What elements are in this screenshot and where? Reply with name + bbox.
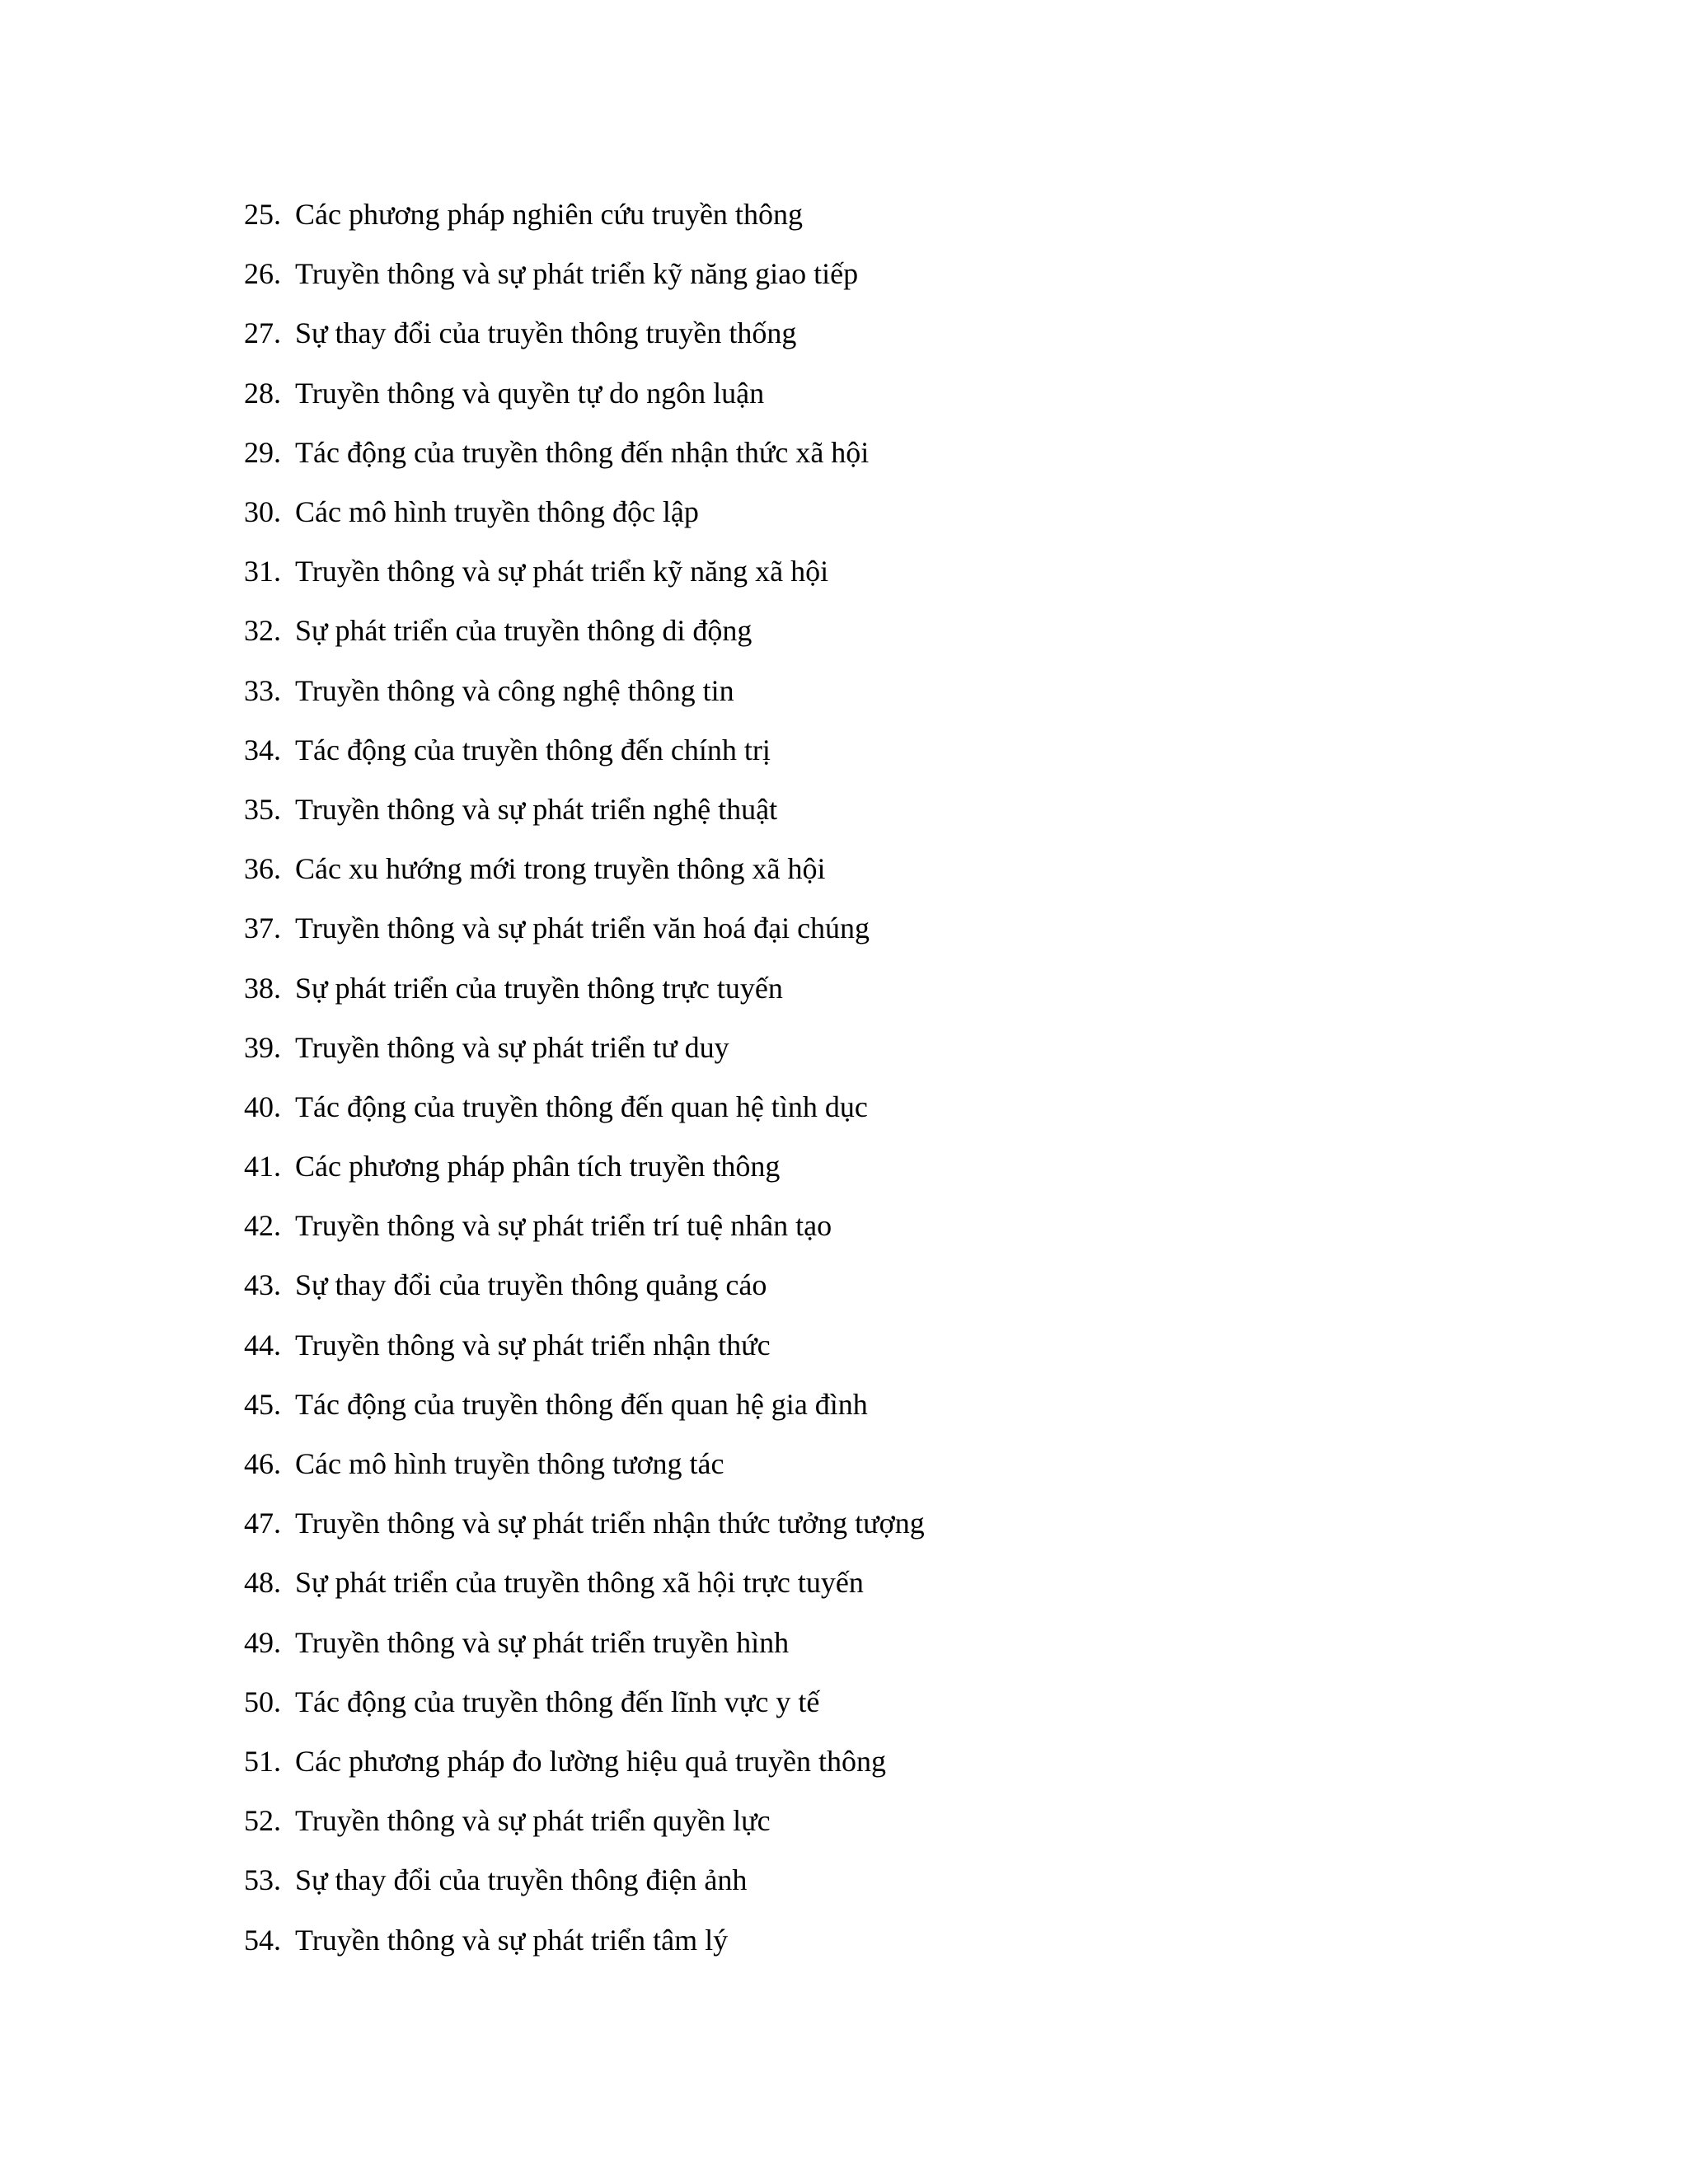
item-number: 25. [244, 198, 281, 232]
item-number: 37. [244, 912, 281, 945]
item-number: 38. [244, 971, 281, 1005]
item-text: Tác động của truyền thông đến quan hệ tình dục [295, 1090, 868, 1123]
item-text: Sự thay đổi của truyền thông điện ảnh [295, 1863, 748, 1897]
list-item [244, 1018, 925, 1077]
item-text: Truyền thông và sự phát triển nghệ thuật [295, 792, 778, 826]
list-item [244, 1672, 925, 1732]
item-number: 43. [244, 1268, 281, 1302]
item-number: 27. [244, 316, 281, 350]
item-number: 33. [244, 673, 281, 707]
item-text: Sự phát triển của truyền thông di động [295, 614, 753, 648]
list-item [244, 958, 925, 1017]
list-item [244, 1315, 925, 1375]
item-number: 36. [244, 852, 281, 886]
item-number: 47. [244, 1507, 281, 1540]
item-number: 28. [244, 376, 281, 410]
item-number: 52. [244, 1804, 281, 1838]
item-text: Sự phát triển của truyền thông trực tuyến [295, 971, 783, 1005]
list-item [244, 1434, 925, 1493]
item-number: 26. [244, 257, 281, 291]
item-text: Tác động của truyền thông đến quan hệ gia đình [295, 1387, 868, 1421]
list-item [244, 1493, 925, 1553]
item-number: 44. [244, 1328, 281, 1361]
item-number: 42. [244, 1209, 281, 1243]
list-item [244, 423, 925, 482]
item-text: Truyền thông và sự phát triển nhận thức tưởng tượng [295, 1507, 925, 1540]
item-text: Sự thay đổi của truyền thông quảng cáo [295, 1268, 767, 1302]
list-item [244, 1553, 925, 1612]
list-item [244, 185, 925, 244]
item-number: 31. [244, 555, 281, 588]
list-item [244, 780, 925, 839]
item-number: 45. [244, 1387, 281, 1421]
item-number: 35. [244, 792, 281, 826]
item-number: 48. [244, 1566, 281, 1600]
list-item [244, 363, 925, 423]
item-text: Truyền thông và sự phát triển nhận thức [295, 1328, 771, 1361]
list-item [244, 1791, 925, 1850]
item-text: Các phương pháp phân tích truyền thông [295, 1150, 781, 1183]
list-item [244, 482, 925, 541]
item-text: Các mô hình truyền thông tương tác [295, 1447, 724, 1481]
list-item [244, 1732, 925, 1791]
list-item [244, 720, 925, 780]
item-text: Các mô hình truyền thông độc lập [295, 495, 699, 529]
item-text: Truyền thông và sự phát triển tâm lý [295, 1923, 729, 1957]
list-item [244, 661, 925, 720]
item-number: 53. [244, 1863, 281, 1897]
item-text: Truyền thông và sự phát triển kỹ năng xã hội [295, 555, 829, 588]
item-text: Truyền thông và sự phát triển quyền lực [295, 1804, 771, 1838]
list-item [244, 1910, 925, 1969]
item-text: Truyền thông và sự phát triển văn hoá đại chúng [295, 912, 870, 945]
item-number: 40. [244, 1090, 281, 1123]
item-number: 41. [244, 1150, 281, 1183]
item-text: Các phương pháp nghiên cứu truyền thông [295, 198, 803, 232]
item-number: 39. [244, 1030, 281, 1064]
item-number: 54. [244, 1923, 281, 1957]
item-text: Sự phát triển của truyền thông xã hội trực tuyến [295, 1566, 864, 1600]
list-item [244, 1375, 925, 1434]
item-number: 34. [244, 733, 281, 766]
list-item [244, 1196, 925, 1255]
item-text: Truyền thông và sự phát triển trí tuệ nhân tạo [295, 1209, 832, 1243]
item-text: Sự thay đổi của truyền thông truyền thống [295, 316, 797, 350]
list-item [244, 1137, 925, 1196]
list-item [244, 601, 925, 660]
item-text: Truyền thông và công nghệ thông tin [295, 673, 734, 707]
numbered-list [244, 185, 925, 1970]
item-text: Tác động của truyền thông đến lĩnh vực y tế [295, 1685, 820, 1718]
item-text: Truyền thông và quyền tự do ngôn luận [295, 376, 765, 410]
item-number: 49. [244, 1625, 281, 1659]
item-text: Tác động của truyền thông đến chính trị [295, 733, 771, 766]
list-item [244, 303, 925, 363]
item-number: 50. [244, 1685, 281, 1718]
list-item [244, 1850, 925, 1910]
item-number: 46. [244, 1447, 281, 1481]
item-number: 30. [244, 495, 281, 529]
item-text: Truyền thông và sự phát triển truyền hình [295, 1625, 790, 1659]
list-item [244, 898, 925, 958]
item-text: Các xu hướng mới trong truyền thông xã hội [295, 852, 826, 886]
list-item [244, 1077, 925, 1137]
item-text: Các phương pháp đo lường hiệu quả truyền thông [295, 1744, 886, 1778]
item-number: 29. [244, 435, 281, 469]
list-item [244, 244, 925, 303]
item-text: Truyền thông và sự phát triển tư duy [295, 1030, 729, 1064]
item-text: Tác động của truyền thông đến nhận thức xã hội [295, 435, 870, 469]
item-number: 51. [244, 1744, 281, 1778]
item-number: 32. [244, 614, 281, 648]
item-text: Truyền thông và sự phát triển kỹ năng giao tiếp [295, 257, 859, 291]
list-item [244, 1255, 925, 1315]
list-item [244, 1613, 925, 1672]
list-item [244, 541, 925, 601]
list-item [244, 839, 925, 898]
